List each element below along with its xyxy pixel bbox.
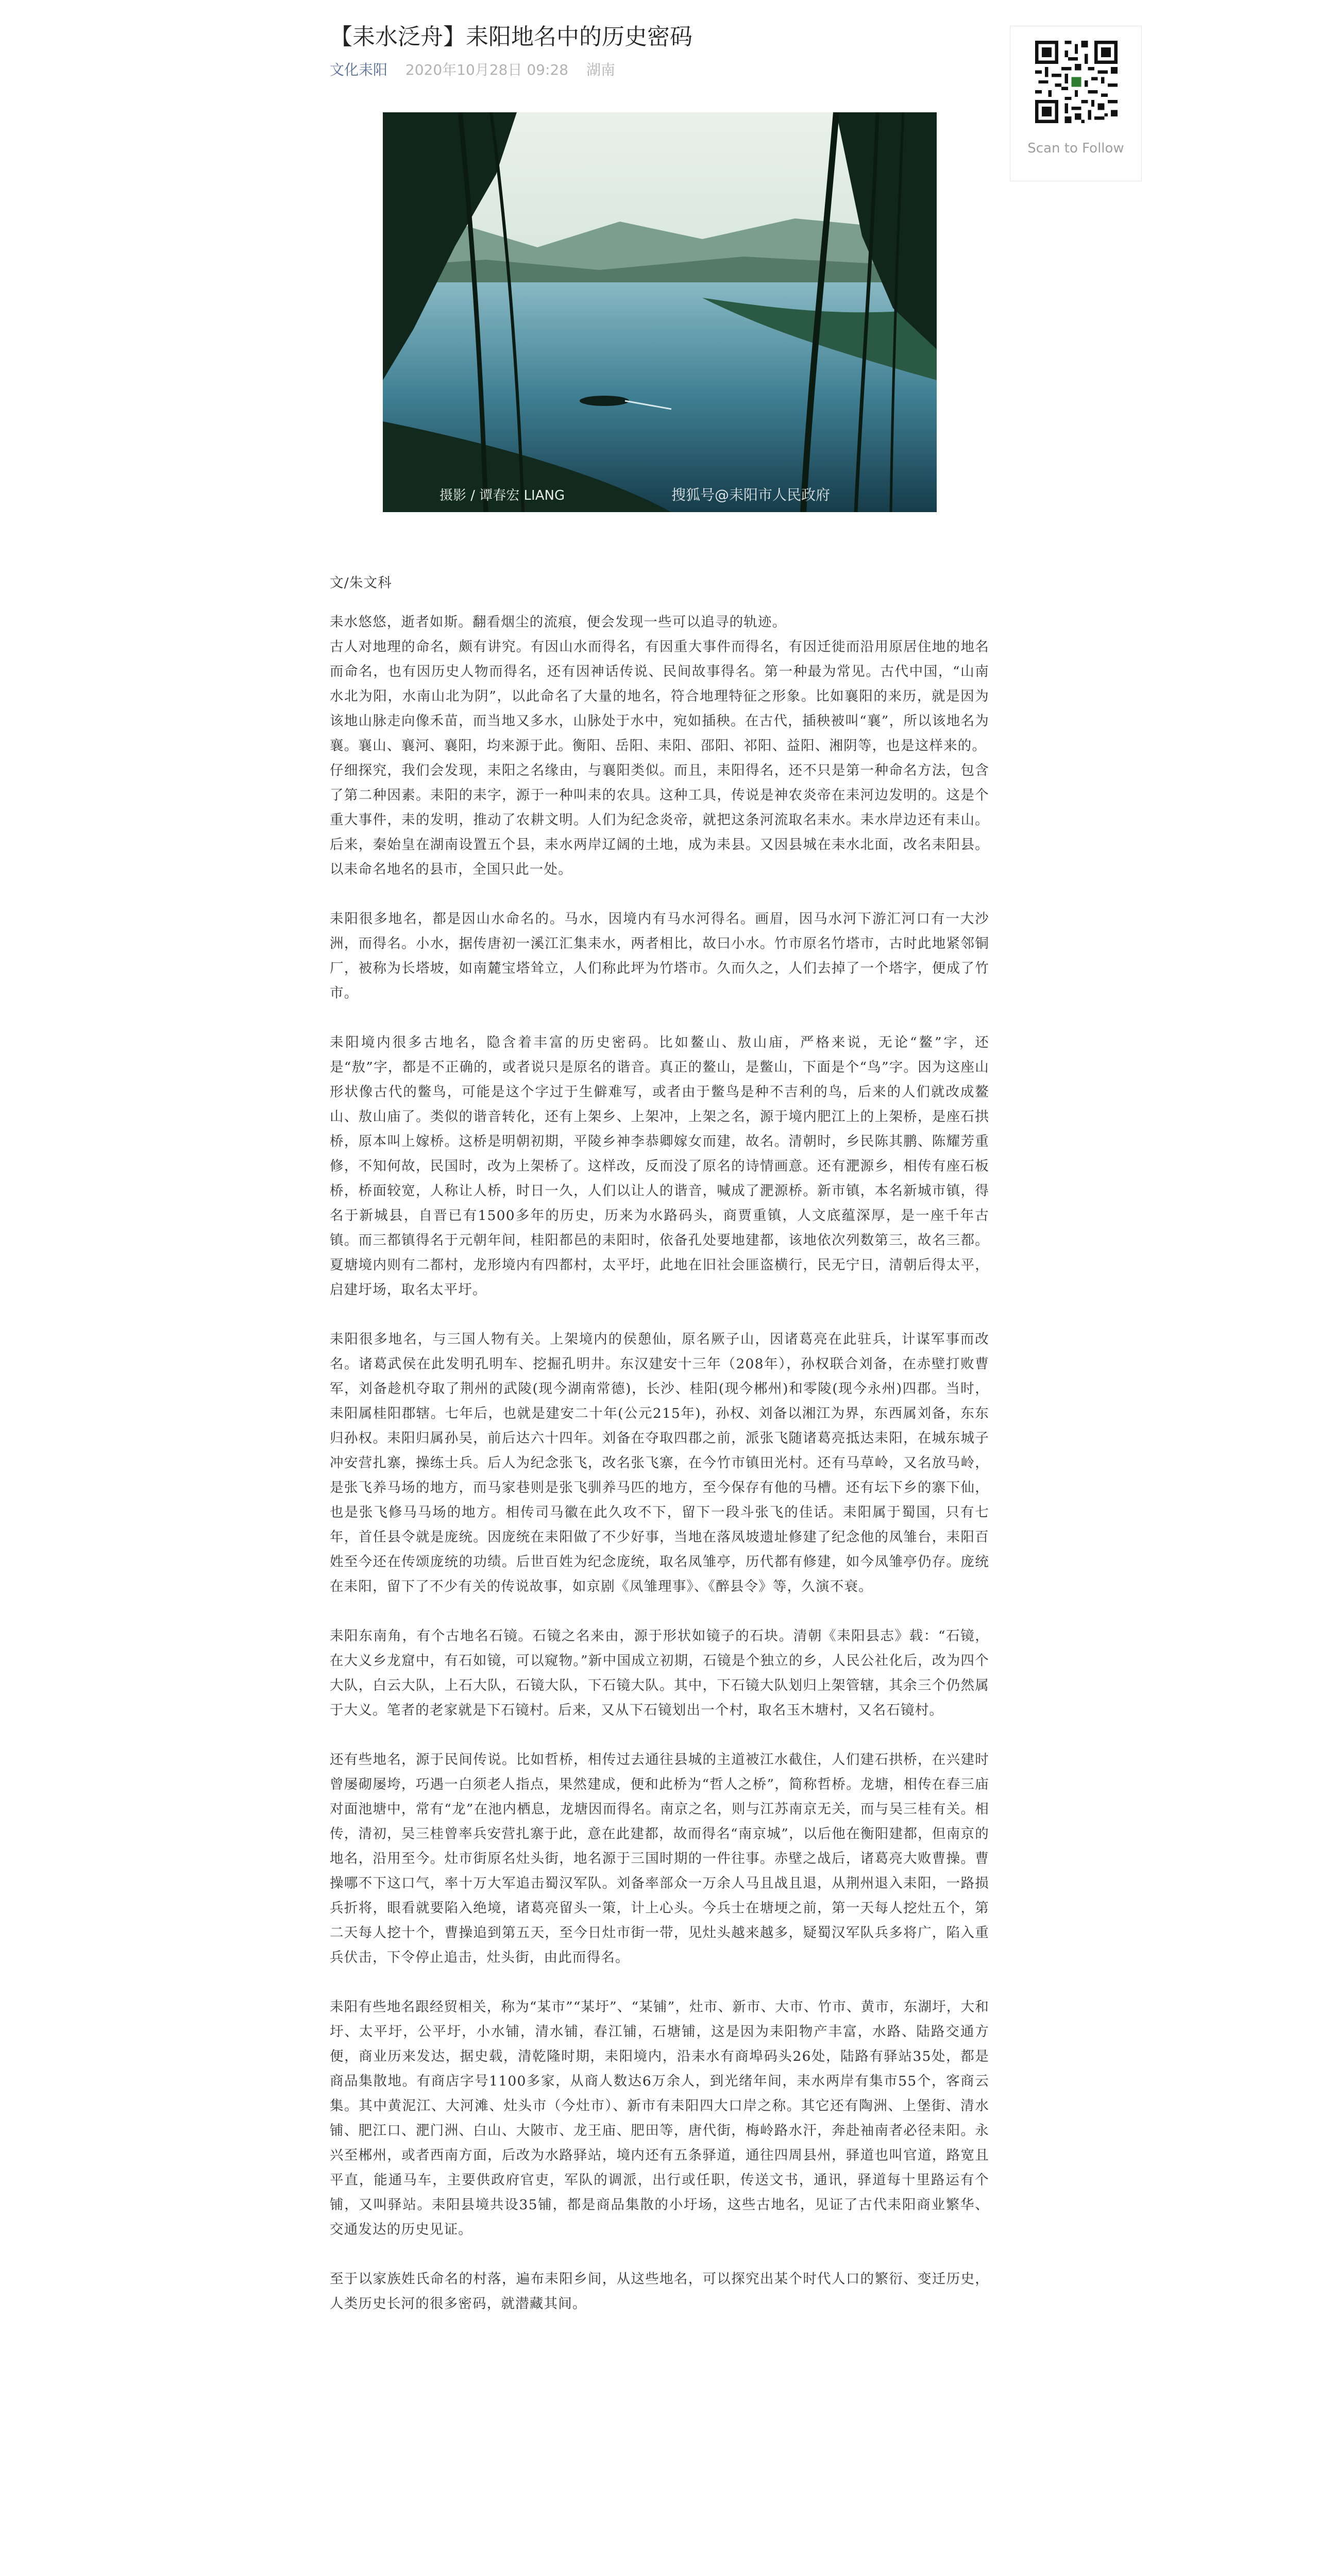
photo-watermark: 搜狐号@耒阳市人民政府 — [671, 486, 831, 503]
paragraph-1: 耒水悠悠，逝者如斯。翻看烟尘的流痕，便会发现一些可以追寻的轨迹。 — [330, 614, 787, 630]
photo-credit: 摄影 / 谭春宏 LIANG — [439, 488, 565, 503]
river-landscape-image — [383, 112, 937, 512]
publish-region: 湖南 — [586, 61, 615, 78]
account-name-link[interactable]: 文化耒阳 — [330, 61, 388, 78]
article-meta — [330, 60, 615, 80]
paragraph-6: 耒阳很多地名，与三国人物有关。上架境内的侯憩仙，原名厥子山，因诸葛亮在此驻兵，计谋军事而改名。诸葛武侯在此发明孔明车、挖掘孔明井。东汉建安十三年（208年），孙权联合刘备，在赤壁打败曹军，刘备趁机夺取了荆州的武陵(现今湖南常德)，长沙、桂阳(现今郴州)和零陵(现今永州)四郡。当时，耒阳属桂阳郡辖。七年后，也就是建安二十年(公元215年)，孙权、刘备以湘江为界，东西属刘备，东东归孙权。耒阳归属孙吴，前后达六十四年。刘备在夺取四郡之前，派张飞随诸葛亮抵达耒阳，在城东城子冲安营扎寨，操练士兵。后人为纪念张飞，改名张飞寨，在今竹市镇田光村。还有马草岭，又名放马岭，是张飞养马场的地方，而马家巷则是张飞驯养马匹的地方，至今保存有他的马槽。还有坛下乡的寨下仙，也是张飞修马马场的地方。相传司马徽在此久攻不下，留下一段斗张飞的佳话。耒阳属于蜀国，只有七年，首任县令就是庞统。因庞统在耒阳做了不少好事，当地在落凤坡遗址修建了纪念他的凤雏台，耒阳百姓至今还在传颂庞统的功绩。后世百姓为纪念庞统，取名凤雏亭，历代都有修建，如今凤雏亭仍存。庞统在耒阳，留下了不少有关的传说故事，如京剧《凤雏理事》、《醉县令》等，久演不衰。 — [330, 1331, 989, 1595]
publish-date: 2020年10月28日 09:28 — [405, 61, 569, 78]
paragraph-4: 耒阳很多地名，都是因山水命名的。马水，因境内有马水河得名。画眉，因马水河下游汇河口有一大沙洲，而得名。小水，据传唐初一溪江汇集耒水，两者相比，故曰小水。竹市原名竹塔市，古时此地紧邻铜厂，被称为长塔坡，如南麓宝塔耸立，人们称此坪为竹塔市。久而久之，人们去掉了一个塔字，便成了竹市。 — [330, 911, 989, 1001]
paragraph-10: 至于以家族姓氏命名的村落，遍布耒阳乡间，从这些地名，可以探究出某个时代人口的繁衍、变迁历史，人类历史长河的很多密码，就潜藏其间。 — [330, 2271, 989, 2312]
scan-to-follow-panel[interactable] — [1010, 26, 1142, 181]
paragraph-7: 耒阳东南角，有个古地名石镜。石镜之名来由，源于形状如镜子的石块。清朝《耒阳县志》载：“石镜，在大义乡龙窟中，有石如镜，可以窥物。”新中国成立初期，石镜是个独立的乡，人民公社化后，改为四个大队，白云大队，上石大队，石镜大队，下石镜大队。其中，下石镜大队划归上架管辖，其余三个仍然属于大义。笔者的老家就是下石镜村。后来，又从下石镜划出一个村，取名玉木塘村，又名石镜村。 — [330, 1628, 989, 1718]
author-line: 文/朱文科 — [330, 575, 392, 591]
scan-to-follow-label: Scan to Follow — [1027, 141, 1124, 156]
paragraph-8: 还有些地名，源于民间传说。比如哲桥，相传过去通往县城的主道被江水截住，人们建石拱桥，在兴建时曾屡砌屡垮，巧遇一白须老人指点，果然建成，便和此桥为“哲人之桥”，简称哲桥。龙塘，相传在春三庙对面池塘中，常有“龙”在池内栖息，龙塘因而得名。南京之名，则与江苏南京无关，而与吴三桂有关。相传，清初，吴三桂曾率兵安营扎寨于此，意在此建都，故而得名“南京城”，以后他在衡阳建都，但南京的地名，沿用至今。灶市街原名灶头街，地名源于三国时期的一件往事。赤壁之战后，诸葛亮大败曹操。曹操哪不下这口气，率十万大军追击蜀汉军队。刘备率部众一万余人马且战且退，从荆州退入耒阳，一路损兵折将，眼看就要陷入绝境，诸葛亮留头一策，计上心头。今兵士在塘埂之前，第一天每人挖灶五个，第二天每人挖十个，曹操追到第五天，至今日灶市街一带，见灶头越来越多，疑蜀汉军队兵多将广，陷入重兵伏击，下令停止追击，灶头街，由此而得名。 — [330, 1752, 989, 1965]
article-title: 【耒水泛舟】耒阳地名中的历史密码 — [330, 24, 692, 50]
paragraph-9: 耒阳有些地名跟经贸相关，称为“某市”“某圩”、“某铺”，灶市、新市、大市、竹市、黄市，东湖圩，大和圩、太平圩，公平圩，小水铺，清水铺，春江铺，石塘铺，这是因为耒阳物产丰富，水路、陆路交通方便，商业历来发达，据史载，清乾隆时期，耒阳境内，沿耒水有商埠码头26处，陆路有驿站35处，都是商品集散地。有商店字号1100多家，从商人数达6万余人，到光绪年间，耒水两岸有集市55个，客商云集。其中黄泥江、大河滩、灶头市（今灶市）、新市有耒阳四大口岸之称。其它还有陶洲、上堡街、清水铺、肥江口、淝门洲、白山、大陂市、龙王庙、肥田等，唐代街，梅岭路水汗，奔赴袖南者必径耒阳。永兴至郴州，或者西南方面，后改为水路驿站，境内还有五条驿道，通往四周县州，驿道也叫官道，路宽且平直，能通马车，主要供政府官吏，军队的调派，出行或任职，传送文书，通讯，驿道每十里路运有个铺，又叫驿站。耒阳县境共设35铺，都是商品集散的小圩场，这些古地名，见证了古代耒阳商业繁华、交通发达的历史见证。 — [330, 1999, 989, 2238]
paragraph-2: 古人对地理的命名，颇有讲究。有因山水而得名，有因重大事件而得名，有因迁徙而沿用原居住地的地名而命名，也有因历史人物而得名，还有因神话传说、民间故事得名。第一种最为常见。古代中国，“山南水北为阳，水南山北为阴”，以此命名了大量的地名，符合地理特征之形象。比如襄阳的来历，就是因为该地山脉走向像禾苗，而当地又多水，山脉处于水中，宛如插秧。在古代，插秧被叫“襄”，所以该地名为襄。襄山、襄河、襄阳，均来源于此。衡阳、岳阳、耒阳、邵阳、祁阳、益阳、湘阴等，也是这样来的。 — [330, 639, 989, 754]
paragraph-5: 耒阳境内很多古地名，隐含着丰富的历史密码。比如鳌山、敖山庙，严格来说，无论“鳌”字，还是“敖”字，都是不正确的，或者说只是原名的谐音。真正的鳌山，是鳖山，下面是个“鸟”字。因为这座山形状像古代的鳖鸟，可能是这个字过于生僻难写，或者由于鳖鸟是种不吉利的鸟，后来的人们就改成鳌山、敖山庙了。类似的谐音转化，还有上架乡、上架冲，上架之名，源于境内肥江上的上架桥，是座石拱桥，原本叫上嫁桥。这桥是明朝初期，平陵乡神李恭卿嫁女而建，故名。清朝时，乡民陈其鹏、陈耀芳重修，不知何故，民国时，改为上架桥了。这样改，反而没了原名的诗情画意。还有淝源乡，相传有座石板桥，桥面较宽，人称让人桥，时日一久，人们以让人的谐音，喊成了淝源桥。新市镇，本名新城市镇，得名于新城县，自晋已有1500多年的历史，历来为水路码头，商贾重镇，人文底蕴深厚，是一座千年古镇。而三都镇得名于元朝年间，桂阳都邑的耒阳时，依备孔处要地建都，该地依次列数第三，故名三都。夏塘境内则有二都村，龙形境内有四都村，太平圩，此地在旧社会匪盗横行，民无宁日，清朝后得太平，启建圩场，取名太平圩。 — [330, 1035, 989, 1298]
paragraph-3: 仔细探究，我们会发现，耒阳之名缘由，与襄阳类似。而且，耒阳得名，还不只是第一种命名方法，包含了第二种因素。耒阳的耒字，源于一种叫耒的农具。这种工具，传说是神农炎帝在耒河边发明的。这是个重大事件，耒的发明，推动了农耕文明。人们为纪念炎帝，就把这条河流取名耒水。耒水岸边还有耒山。后来，秦始皇在湖南设置五个县，耒水两岸辽阔的土地，成为耒县。又因县城在耒水北面，改名耒阳县。以耒命名地名的县市，全国只此一处。 — [330, 762, 989, 877]
qr-code-icon — [1035, 41, 1118, 123]
article-body — [330, 571, 989, 2316]
cover-photo — [383, 112, 937, 512]
